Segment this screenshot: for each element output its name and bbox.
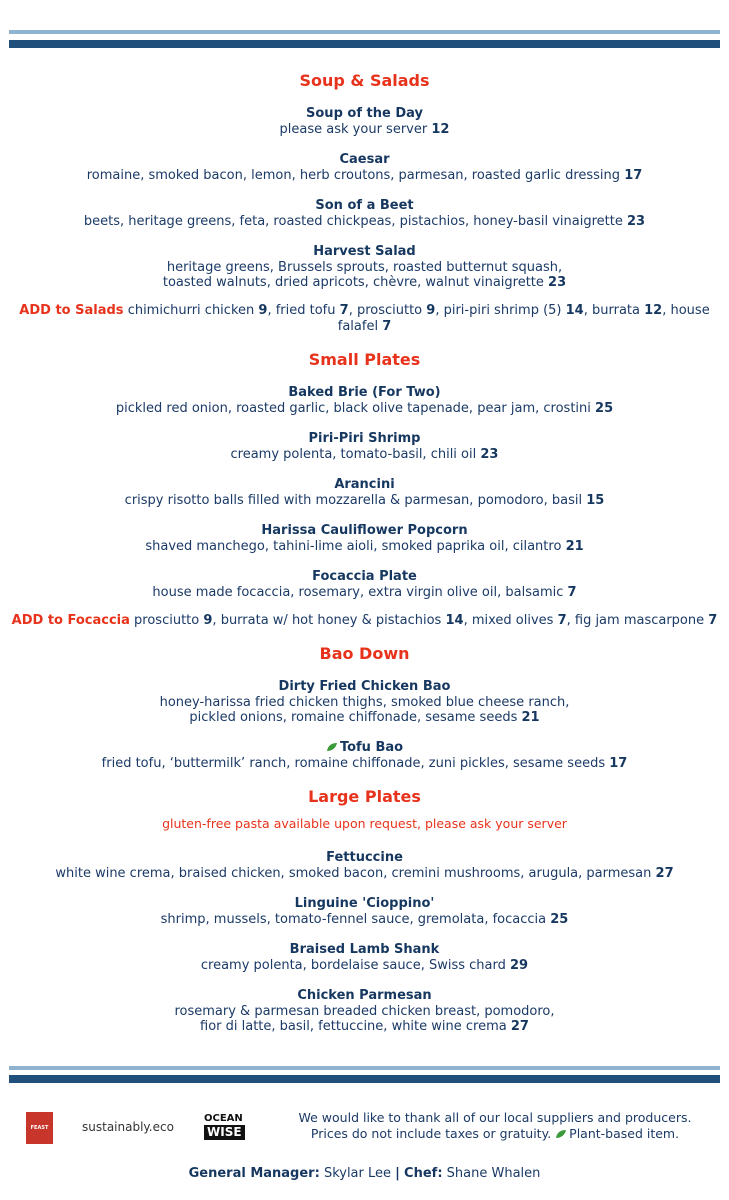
addon-option: prosciutto [134,613,200,628]
item-price: 12 [431,122,450,137]
menu-section [0,70,729,335]
menu-item [0,679,729,725]
item-price: 23 [548,275,567,290]
item-name-row [0,988,729,1004]
addon-label: ADD to Salads [19,303,124,318]
item-description-row [0,260,729,290]
item-description-row [0,447,729,462]
addon-price: 7 [339,303,349,318]
item-name-row [0,523,729,539]
addon-option: piri-piri shrimp (5) [443,303,562,318]
addon-price: 14 [565,303,584,318]
item-name-row [0,477,729,493]
addon-price: 7 [382,319,392,334]
item-description-row [0,493,729,508]
menu-section [0,349,729,629]
menu-item [0,988,729,1034]
section-title: Soup & Salads [299,71,430,90]
ocean-wise-logo-bottom: WISE [204,1125,245,1140]
item-name: Caesar [339,152,390,167]
item-price: 23 [626,214,646,229]
menu-section [0,786,729,1034]
menu-item [0,477,729,508]
menu-item [0,198,729,229]
item-name-row [0,679,729,695]
item-description-row [0,168,729,183]
item-name-row [0,106,729,122]
addon-row: ADD to Salads chimichurri chicken 9, fried tofu 7, prosciutto 9, piri-piri shrimp (5) 14, burrata 12, house falafel 7 [19,303,710,334]
addon-option: burrata [592,303,640,318]
item-description: fried tofu, ‘buttermilk’ ranch, romaine chiffonade, zuni pickles, sesame seeds [101,756,606,771]
addon-option: fried tofu [275,303,336,318]
chef-name: Shane Whalen [446,1166,541,1181]
item-name-row [0,244,729,260]
item-name-row [0,896,729,912]
addon-price: 12 [644,303,663,318]
menu-item [0,431,729,462]
item-name: Harvest Salad [313,244,416,259]
item-name: Soup of the Day [306,106,423,121]
addon-option: prosciutto [356,303,423,318]
item-description: house made focaccia, rosemary, extra virgin olive oil, balsamic [152,585,564,600]
addon-row: ADD to Focaccia prosciutto 9, burrata w/ hot honey & pistachios 14, mixed olives 7, fig jam mascarpone 7 [11,613,718,628]
item-description: rosemary & parmesan breaded chicken breast, pomodoro, fior di latte, basil, fettuccine, white wine crema [174,1004,555,1034]
item-price: 27 [510,1019,529,1034]
addon-option: chimichurri chicken [127,303,255,318]
item-name: Baked Brie (For Two) [288,385,441,400]
menu-item [0,850,729,881]
item-description-row [0,958,729,973]
item-name-row [0,850,729,866]
item-name: Arancini [334,477,395,492]
item-name-row [0,152,729,168]
item-price: 21 [521,710,540,725]
item-description-row [0,756,729,771]
item-name: Chicken Parmesan [297,988,432,1003]
addon-price: 9 [258,303,268,318]
menu-body [0,70,729,1049]
addon-option: fig jam mascarpone [574,613,705,628]
item-price: 23 [480,447,499,462]
item-description-row [0,1004,729,1034]
item-name: Piri-Piri Shrimp [308,431,421,446]
item-description: pickled red onion, roasted garlic, black olive tapenade, pear jam, crostini [115,401,591,416]
item-description: shrimp, mussels, tomato-fennel sauce, gremolata, focaccia [160,912,547,927]
bottom-rule-light [9,1066,720,1070]
thanks-line: We would like to thank all of our local suppliers and producers. [298,1110,692,1125]
menu-item [0,740,729,771]
section-title: Small Plates [308,350,421,369]
staff-credits [0,1166,729,1181]
addon-price: 7 [708,613,718,628]
bottom-rule-dark [9,1075,720,1083]
item-description-row [0,401,729,416]
leaf-icon [555,1129,567,1139]
item-name: Dirty Fried Chicken Bao [278,679,451,694]
item-price: 17 [609,756,628,771]
menu-section [0,643,729,771]
top-rule-light [9,30,720,34]
item-description-row [0,214,729,229]
item-description: white wine crema, braised chicken, smoked bacon, cremini mushrooms, arugula, parmesan [55,866,652,881]
item-description: please ask your server [279,122,428,137]
item-name-row [0,198,729,214]
item-name-row [0,385,729,401]
item-description-row [0,539,729,554]
item-price: 21 [565,539,584,554]
item-name-row [0,740,729,756]
item-description-row [0,912,729,927]
item-name: Harissa Cauliflower Popcorn [261,523,468,538]
ocean-wise-logo [204,1114,245,1140]
taxes-note: Prices do not include taxes or gratuity. [310,1126,552,1141]
plant-note: Plant-based item. [569,1126,680,1141]
item-name: Son of a Beet [315,198,414,213]
feaston-logo: FEAST ON [26,1112,53,1144]
item-price: 27 [655,866,674,881]
menu-item [0,523,729,554]
item-name-row [0,431,729,447]
item-price: 17 [624,168,643,183]
item-description: heritage greens, Brussels sprouts, roasted butternut squash, toasted walnuts, dried apricots, chèvre, walnut vinaigrette [162,260,563,290]
chef-label: Chef: [404,1166,443,1181]
footer [0,1108,729,1163]
addon-price: 9 [203,613,213,628]
gm-label: General Manager: [188,1166,320,1181]
menu-item [0,244,729,290]
addon-price: 14 [445,613,464,628]
menu-item [0,385,729,416]
item-description: beets, heritage greens, feta, roasted chickpeas, pistachios, honey-basil vinaigrette [83,214,623,229]
item-name: Fettuccine [326,850,403,865]
item-description-row [0,695,729,725]
item-name: Tofu Bao [339,740,404,755]
item-price: 25 [550,912,569,927]
menu-item [0,569,729,600]
item-description: romaine, smoked bacon, lemon, herb croutons, parmesan, roasted garlic dressing [86,168,621,183]
gm-name: Skylar Lee [323,1166,392,1181]
item-price: 29 [510,958,529,973]
menu-item [0,106,729,137]
menu-item [0,942,729,973]
addon-option: burrata w/ hot honey & pistachios [220,613,442,628]
top-rule-dark [9,40,720,48]
addon-price: 7 [557,613,567,628]
item-name: Braised Lamb Shank [289,942,440,957]
section-note: gluten-free pasta available upon request, please ask your server [162,816,567,831]
addon-label: ADD to Focaccia [11,613,130,628]
item-description-row [0,866,729,881]
item-description: honey-harissa fried chicken thighs, smoked blue cheese ranch, pickled onions, romaine chiffonade, sesame seeds [159,695,570,725]
section-title: Bao Down [319,644,410,663]
item-description-row [0,122,729,137]
item-name-row [0,942,729,958]
section-title: Large Plates [308,787,421,806]
item-description: crispy risotto balls filled with mozzarella & parmesan, pomodoro, basil [124,493,583,508]
prices-line [290,1126,700,1142]
addon-price: 9 [426,303,436,318]
item-description: creamy polenta, tomato-basil, chili oil [230,447,477,462]
menu-item [0,896,729,927]
item-price: 25 [595,401,614,416]
item-description: creamy polenta, bordelaise sauce, Swiss chard [200,958,506,973]
item-description: shaved manchego, tahini-lime aioli, smoked paprika oil, cilantro [145,539,562,554]
item-price: 15 [586,493,605,508]
menu-item [0,152,729,183]
addon-option: mixed olives [471,613,554,628]
leaf-icon [326,742,338,752]
item-name: Linguine 'Cioppino' [294,896,435,911]
sustainably-logo: sustainably.eco [82,1120,174,1134]
item-name-row [0,569,729,585]
ocean-wise-logo-top: OCEAN [204,1113,243,1124]
item-description-row [0,585,729,600]
addon-option: house falafel [337,303,710,334]
item-price: 7 [567,585,577,600]
separator: | [395,1166,400,1181]
item-name: Focaccia Plate [312,569,417,584]
footer-notes [290,1110,700,1142]
